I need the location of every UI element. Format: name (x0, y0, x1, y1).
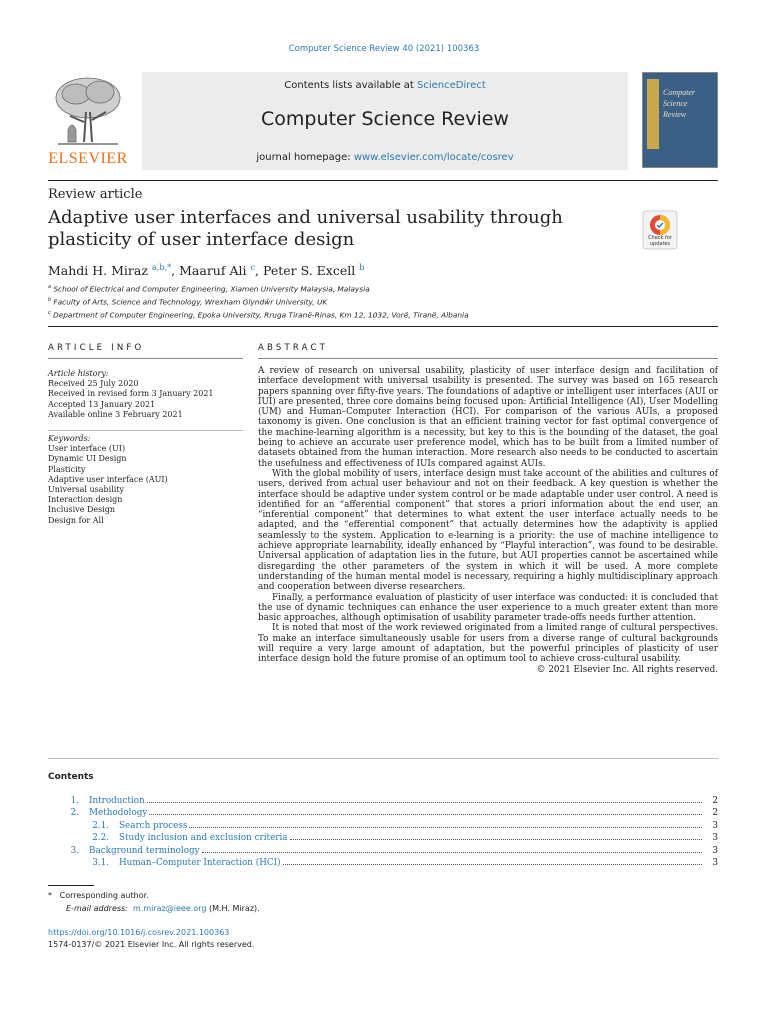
toc-number: 2.2. (92, 833, 109, 844)
corresponding-author-note (48, 890, 260, 903)
footnote (48, 890, 260, 915)
history-entry: Accepted 13 January 2021 (48, 399, 156, 409)
divider (48, 758, 718, 759)
affiliation-text: School of Electrical and Computer Engineering, Xiamen University Malaysia, Malaysia (53, 284, 370, 294)
toc-leader (147, 802, 702, 803)
tree-icon (48, 72, 128, 148)
keyword: Inclusive Design (48, 505, 116, 515)
toc-entry[interactable] (48, 808, 718, 820)
author-list (48, 262, 364, 278)
toc-leader (149, 814, 702, 815)
history-entry: Received in revised form 3 January 2021 (48, 389, 214, 399)
footnote-text: Corresponding author. (59, 891, 149, 900)
toc-page: 2 (712, 796, 718, 806)
toc-title[interactable]: Introduction (89, 796, 145, 806)
publisher-logo (48, 72, 128, 168)
journal-title: Computer Science Review (261, 108, 509, 130)
toc-leader (290, 839, 702, 840)
toc-number: 3.1. (92, 857, 109, 868)
toc-title[interactable]: Human–Computer Interaction (HCI) (119, 857, 281, 868)
keyword: Adaptive user interface (AUI) (48, 474, 168, 484)
footnote-marker: * (48, 891, 52, 900)
cover-title-line: Review (663, 110, 687, 119)
toc-number: 3. (70, 845, 79, 856)
toc-entry[interactable] (48, 796, 718, 808)
affiliations (48, 282, 469, 321)
issn-copyright: 1574-0137/© 2021 Elsevier Inc. All rights reserved. (48, 940, 255, 949)
doi-link[interactable]: https://doi.org/10.1016/j.cosrev.2021.100363 (48, 928, 230, 937)
cover-image-panel (647, 79, 659, 149)
journal-reference[interactable]: Computer Science Review 40 (2021) 100363 (288, 44, 480, 54)
keyword: Interaction design (48, 495, 123, 505)
contents-prefix: Contents lists available at (284, 80, 418, 91)
toc-leader (189, 827, 702, 828)
check-for-updates-badge[interactable] (642, 210, 678, 250)
toc-page: 3 (712, 833, 718, 844)
article-history (48, 369, 214, 420)
author-affiliation-marker[interactable]: a,b,* (151, 262, 172, 272)
email-suffix: (M.H. Miraz). (208, 903, 260, 913)
divider (48, 180, 718, 181)
toc-entry[interactable] (48, 821, 718, 833)
abstract-heading: ABSTRACT (258, 343, 329, 353)
toc-entry[interactable] (48, 858, 718, 870)
toc-number: 2.1. (92, 820, 109, 831)
cover-title (663, 87, 695, 120)
affiliation-marker: c (48, 310, 51, 316)
toc-page: 2 (712, 808, 718, 819)
affiliation-marker: a (48, 285, 51, 290)
affiliation-text: Department of Computer Engineering, Epoka University, Rruga Tiranë-Rinas, Km 12, 1032, Vorë, Tiranë, Albania (53, 310, 469, 320)
toc-leader (202, 852, 702, 853)
toc-page: 3 (712, 845, 718, 856)
abstract-paragraph: A review of research on universal usability, plasticity of user interface design and facilitation of interface development with universal usability is presented. The survey was based on 165 research papers spanning over fifty-five years. The foundations of adaptive or intelligent user interfaces (AUI or IUI) are presented, three core domains being focused upon: Artificial Intelligence (AI), User Modelling (UM) and Human–Computer Interaction (HCI). For comparison of the various AUIs, a proposed taxonomy is given. One conclusion is that an efficient training vector for fast optimal convergence of the machine-learning algorithm is a necessity, but key to this is the bounding of the dataset, the goal being to achieve an accurate user preference model, which has to be built from a limited number of datasets obtained from the human interaction. More research also needs to be conducted to ascertain the usefulness and effectiveness of IUIs compared against AUIs. (258, 366, 718, 469)
author-affiliation-marker[interactable]: c (250, 262, 256, 272)
copyright-notice: © 2021 Elsevier Inc. All rights reserved. (536, 664, 718, 675)
journal-header (142, 72, 628, 170)
keywords-label: Keywords: (48, 434, 91, 443)
author-separator: , (255, 263, 263, 279)
divider (258, 358, 718, 359)
keyword: Dynamic UI Design (48, 454, 127, 464)
divider (48, 358, 243, 359)
abstract-paragraph: Finally, a performance evaluation of plasticity of user interface was conducted: it is concluded that the use of dynamic techniques can enhance the user experience to a much greater extent than more basic approaches, although optimisation of usability parameter trade-offs needs further attention. (258, 592, 718, 624)
toc-page: 3 (712, 820, 718, 831)
journal-homepage-link[interactable]: www.elsevier.com/locate/cosrev (353, 152, 514, 163)
author-name: Mahdi H. Miraz (48, 263, 148, 279)
abstract-paragraph: With the global mobility of users, interface design must take account of the abilities and cultures of users, derived from actual user behaviour and not on their feedback. A key question is whether the interface should be adaptive under system control or be made adaptable under user control. A need is identified for an “afferential component” that stores a priori information about the end user, an “inferential component” that determines to what extent the user interface actually needs to be adapted, and the “efferential component” that actually determines how the adaptivity is applied seamlessly to the system. Application to e-learning is a priority: the use of machine intelligence to achieve appropriate learnability, ideally enhanced by “Playful interaction”, was found to be desirable. Universal application of adaptation lies in the future, but AUI properties cannot be ascertained while disregarding the other parameters of the system in which it will be used. A more complete understanding of the human mental model is necessary, requiring a highly multidisciplinary approach and cooperation between diverse researchers. (258, 468, 718, 593)
email-note (48, 903, 260, 916)
journal-homepage-line (142, 152, 628, 163)
affiliation-marker: b (48, 297, 52, 303)
contents-heading: Contents (48, 772, 94, 782)
journal-cover[interactable] (642, 72, 718, 168)
toc-entry[interactable] (48, 846, 718, 858)
contents-available-line (142, 80, 628, 91)
cover-title-line: Computer (663, 88, 695, 97)
doi-block (48, 927, 254, 951)
check-updates-label: Check for updates (648, 235, 672, 247)
toc-title[interactable]: Methodology (89, 808, 148, 819)
history-label: Article history: (48, 369, 109, 378)
affiliation (48, 308, 469, 321)
article-type: Review article (48, 187, 143, 202)
article-info-heading: ARTICLE INFO (48, 343, 145, 353)
abstract-paragraph: It is noted that most of the work reviewed originated from a limited range of cultural perspectives. To make an interface simultaneously usable for users from a diverse range of cultural backgrounds will require a very large amount of adaptation, but the powerful principles of plasticity of user interface design hold the future promise of an optimum tool to achieve cross-cultural usability. (258, 623, 718, 665)
toc-title[interactable]: Study inclusion and exclusion criteria (119, 833, 288, 844)
keywords (48, 434, 168, 526)
divider (48, 430, 243, 431)
homepage-prefix: journal homepage: (256, 152, 354, 163)
footnote-divider (48, 885, 94, 886)
publisher-name: ELSEVIER (48, 150, 128, 167)
table-of-contents (48, 796, 718, 870)
history-entry: Available online 3 February 2021 (48, 409, 183, 419)
abstract-body (258, 366, 718, 675)
keyword: User interface (UI) (48, 444, 126, 454)
toc-leader (283, 864, 702, 865)
history-entry: Received 25 July 2020 (48, 379, 139, 389)
toc-title[interactable]: Search process (119, 820, 188, 831)
author-name: Peter S. Excell (262, 263, 356, 279)
affiliation (48, 295, 469, 308)
author-separator: , (171, 263, 180, 279)
email-link[interactable]: m.miraz@ieee.org (133, 903, 207, 913)
author-name: Maaruf Ali (179, 263, 247, 279)
affiliation (48, 282, 469, 295)
divider (48, 326, 718, 327)
toc-number: 1. (70, 796, 79, 806)
cover-title-line: Science (663, 99, 688, 108)
toc-number: 2. (70, 808, 79, 819)
keyword: Universal usability (48, 485, 125, 495)
keyword: Design for All (48, 515, 104, 525)
keyword: Plasticity (48, 464, 86, 474)
email-label: E-mail address: (66, 903, 128, 913)
toc-page: 3 (712, 857, 718, 868)
toc-entry[interactable] (48, 833, 718, 845)
author-affiliation-marker[interactable]: b (359, 262, 365, 272)
sciencedirect-link[interactable]: ScienceDirect (417, 80, 486, 91)
affiliation-text: Faculty of Arts, Science and Technology, Wrexham Glyndŵr University, UK (53, 297, 328, 307)
toc-title[interactable]: Background terminology (89, 845, 200, 856)
article-title: Adaptive user interfaces and universal usability through plasticity of user interface design (48, 207, 563, 250)
